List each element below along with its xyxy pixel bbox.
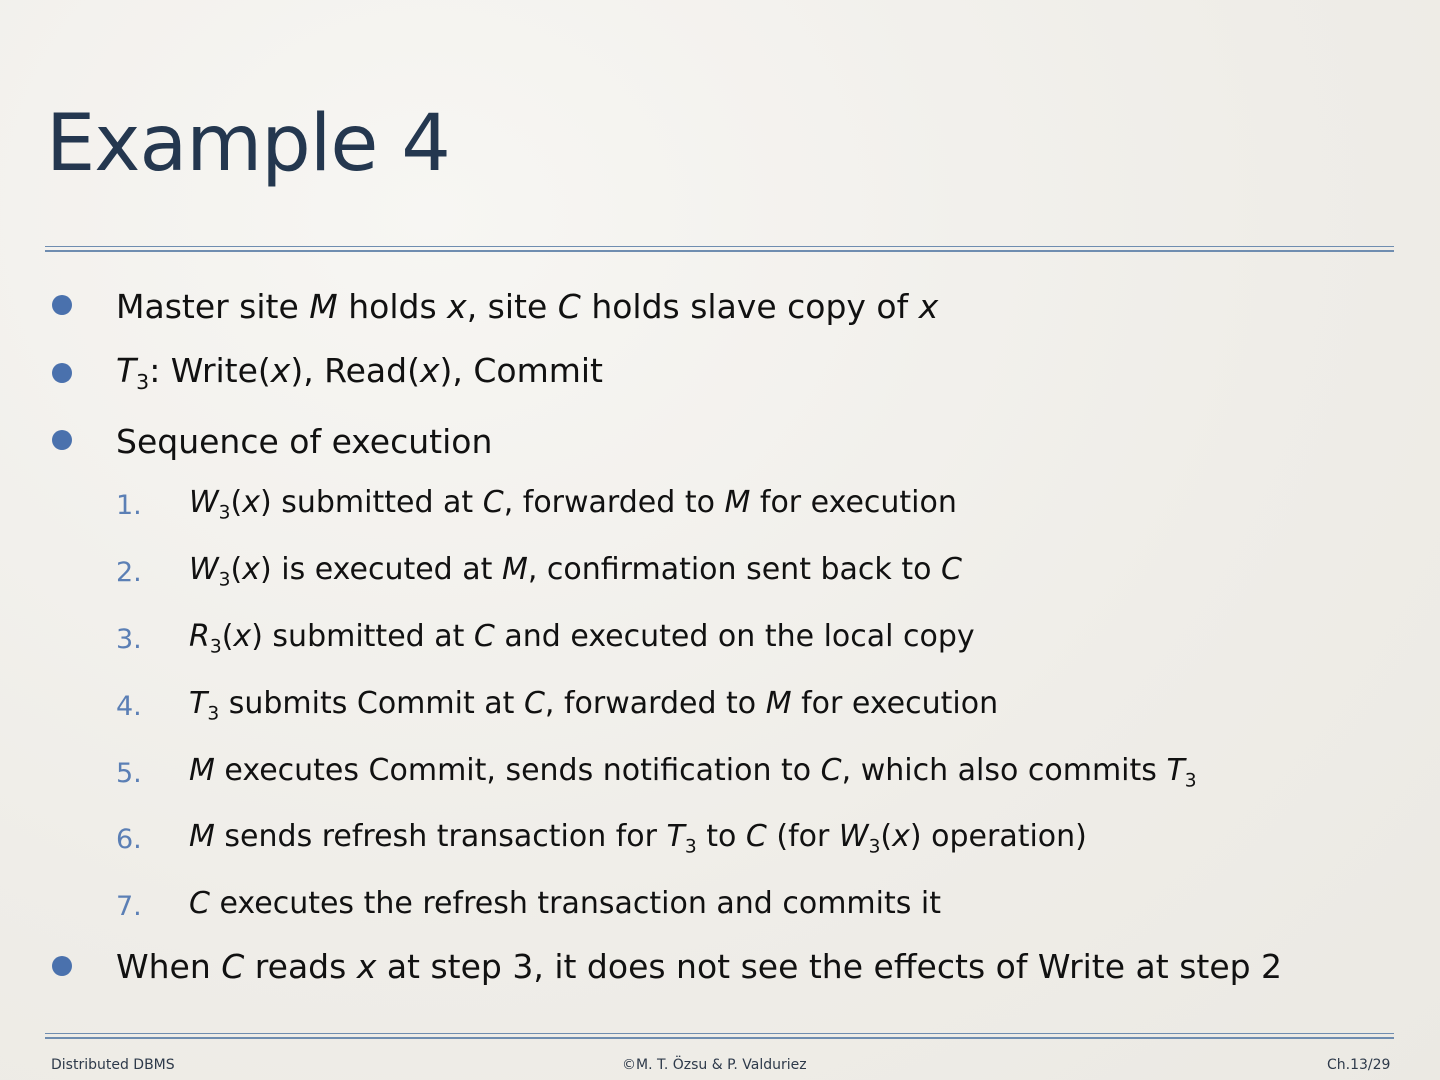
title-divider bbox=[45, 246, 1394, 247]
bullet-master-site: Master site M holds x, site C holds slave copy of x bbox=[116, 287, 939, 326]
bullet-icon bbox=[52, 430, 72, 450]
step-number: 2. bbox=[116, 557, 142, 588]
step-3-text: $R_3(x)$ submitted at C and executed on the local copy bbox=[189, 619, 975, 658]
bullet-transaction-t3: $T_3$: Write(x), Read(x), Commit bbox=[116, 351, 604, 395]
bullet-sequence-heading: Sequence of execution bbox=[116, 422, 493, 461]
footer-course-name: Distributed DBMS bbox=[51, 1057, 175, 1073]
step-4-text: $T_3$ submits Commit at C, forwarded to M for execution bbox=[189, 686, 999, 725]
step-number: 4. bbox=[116, 691, 142, 722]
step-7-text: C executes the refresh transaction and commits it bbox=[189, 886, 942, 921]
step-6-text: M sends refresh transaction for $T_3$ to C (for $W_3(x)$ operation) bbox=[189, 819, 1087, 858]
bullet-icon bbox=[52, 295, 72, 315]
step-number: 5. bbox=[116, 758, 142, 789]
slide-title: Example 4 bbox=[46, 99, 450, 189]
footer-divider bbox=[45, 1033, 1394, 1034]
step-number: 1. bbox=[116, 490, 142, 521]
step-number: 3. bbox=[116, 624, 142, 655]
footer-page-number: Ch.13/29 bbox=[1327, 1057, 1391, 1073]
bullet-icon bbox=[52, 956, 72, 976]
bullet-icon bbox=[52, 363, 72, 383]
step-number: 6. bbox=[116, 824, 142, 855]
step-number: 7. bbox=[116, 891, 142, 922]
footer-copyright: ©M. T. Özsu & P. Valduriez bbox=[622, 1057, 807, 1073]
bullet-conclusion: When C reads x at step 3, it does not see the effects of Write at step 2 bbox=[116, 947, 1283, 986]
step-5-text: M executes Commit, sends notification to C, which also commits $T_3$ bbox=[189, 753, 1197, 792]
step-2-text: $W_3(x)$ is executed at M, confirmation sent back to C bbox=[189, 552, 962, 591]
step-1-text: $W_3(x)$ submitted at C, forwarded to M for execution bbox=[189, 485, 957, 524]
